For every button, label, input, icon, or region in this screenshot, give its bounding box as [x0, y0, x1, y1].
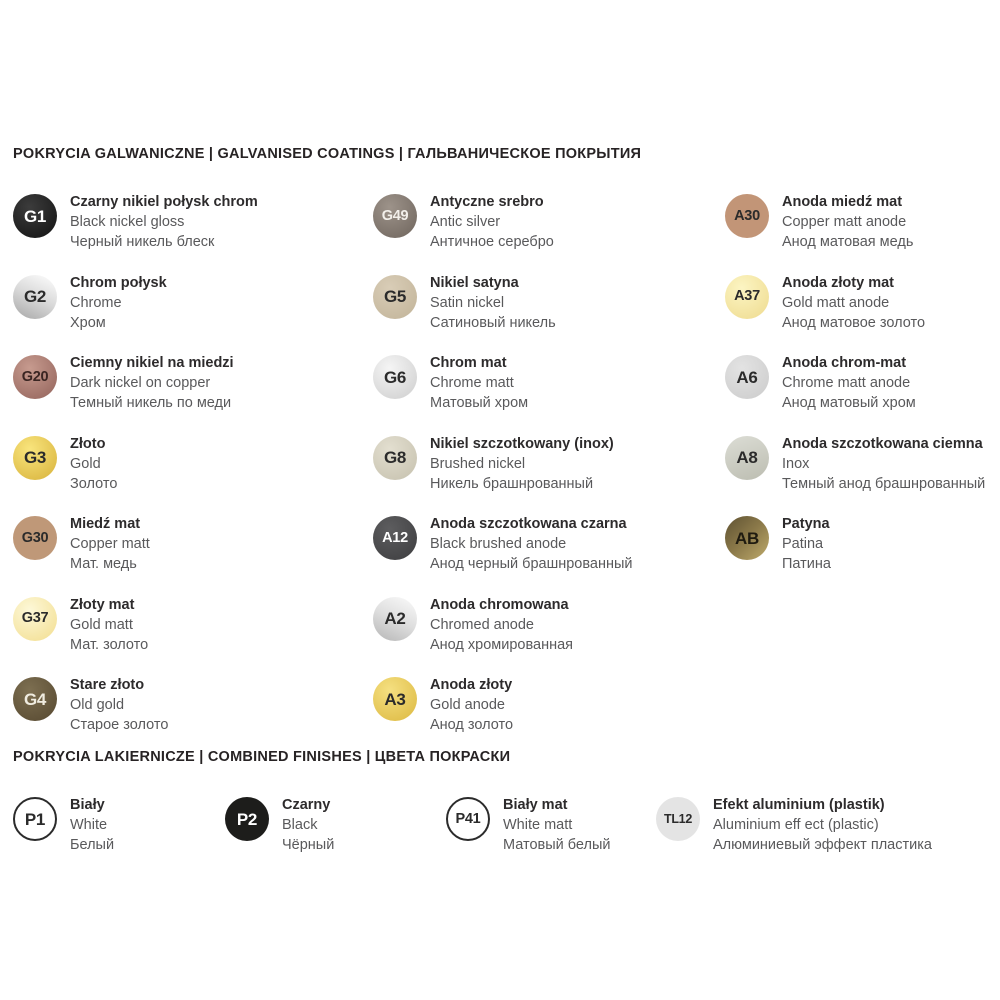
coating-name-pl: Czarny: [282, 797, 331, 813]
coating-name-en: Gold: [70, 455, 101, 472]
coating-name-pl: Chrom połysk: [70, 274, 167, 291]
coating-item: [13, 192, 258, 252]
coating-name-ru: Никель брашнрованный: [430, 475, 594, 492]
swatch-circle-G20: [13, 355, 57, 399]
swatch-circle-P2: [225, 797, 269, 841]
coating-name-ru: Анод черный брашнрованный: [430, 556, 633, 572]
swatch-circle-G4: [13, 677, 57, 721]
swatch-code-label: G8: [383, 448, 407, 467]
coating-name-pl: Biały mat: [503, 797, 568, 813]
coating-item: [725, 273, 985, 333]
coating-name-ru: Белый: [70, 837, 115, 853]
coating-name-en: Old gold: [70, 697, 125, 713]
coating-name-en: White matt: [503, 817, 573, 833]
coating-name-en: Gold matt anode: [782, 294, 890, 311]
coating-name-ru: Сатиновый никель: [430, 314, 556, 331]
galvanic-section-title: POKRYCIA GALWANICZNE | GALVANISED COATINGS | ГАЛЬВАНИЧЕСКОЕ ПОКРЫТИЯ: [13, 146, 642, 162]
swatch-circle-G37: [13, 597, 57, 641]
swatch-circle-A3: [373, 677, 417, 721]
galvanic-column-2: [373, 192, 633, 735]
coating-name-pl: Miedź mat: [70, 516, 141, 532]
coating-name-pl: Patyna: [782, 516, 830, 532]
swatch-circle-P1: [13, 797, 57, 841]
coating-name-en: Satin nickel: [430, 294, 505, 311]
swatch-circle-A37: [725, 275, 769, 319]
coating-name-pl: Efekt aluminium (plastik): [713, 797, 885, 813]
coating-labels: [430, 192, 554, 252]
coating-labels: [430, 595, 573, 655]
coating-name-pl: Złoty mat: [70, 596, 135, 613]
swatch-circle-G8: [373, 436, 417, 480]
coating-item: [13, 434, 258, 494]
coating-name-ru: Темный никель по меди: [70, 395, 232, 411]
swatch-circle-G6: [373, 355, 417, 399]
coating-labels: [70, 675, 168, 735]
coating-name-pl: Ciemny nikiel na miedzi: [70, 355, 234, 371]
swatch-circle-TL12: [656, 797, 700, 841]
coating-name-ru: Хром: [70, 314, 106, 331]
galvanic-column-1: [13, 192, 258, 735]
coating-labels: [70, 514, 150, 574]
coating-labels: [70, 353, 234, 413]
coating-item: [13, 595, 258, 655]
coating-name-pl: Czarny nikiel połysk chrom: [70, 194, 258, 210]
coating-name-ru: Мат. золото: [70, 636, 149, 653]
coating-name-ru: Анод матовая медь: [782, 234, 914, 250]
galvanic-column-3: [725, 192, 985, 574]
coating-labels: [713, 795, 932, 855]
coating-name-pl: Anoda chrom-mat: [782, 355, 907, 371]
coating-name-pl: Anoda szczotkowana czarna: [430, 516, 627, 532]
swatch-code-label: G5: [383, 287, 407, 306]
coating-name-ru: Золото: [70, 475, 118, 492]
coating-item: [725, 192, 985, 252]
coating-name-en: Copper matt: [70, 536, 150, 552]
coating-item: [13, 675, 258, 735]
coating-name-ru: Анод золото: [430, 717, 514, 733]
coating-labels: [503, 795, 611, 855]
coating-name-ru: Темный анод брашнрованный: [782, 475, 986, 492]
coating-item: [725, 353, 985, 413]
coating-name-en: Copper matt anode: [782, 214, 907, 230]
coating-labels: [782, 434, 985, 494]
coating-name-pl: Chrom mat: [430, 355, 507, 371]
coating-name-en: Chrome matt: [430, 375, 514, 391]
coating-name-en: White: [70, 817, 108, 833]
swatch-code-label: G1: [23, 206, 47, 226]
coating-name-pl: Anoda chromowana: [430, 596, 569, 613]
coating-name-pl: Antyczne srebro: [430, 194, 544, 210]
swatch-code-label: G4: [23, 689, 47, 709]
coating-name-en: Chromed anode: [430, 616, 534, 633]
swatch-code-label: P41: [455, 810, 481, 827]
coating-item: [373, 434, 633, 494]
swatch-code-label: A8: [736, 448, 758, 467]
coating-name-ru: Античное серебро: [430, 234, 554, 250]
coating-name-ru: Алюминиевый эффект пластика: [713, 837, 932, 853]
swatch-circle-A6: [725, 355, 769, 399]
swatch-circle-P41: [446, 797, 490, 841]
coating-labels: [430, 514, 633, 574]
swatch-circle-G5: [373, 275, 417, 319]
swatch-code-label: A3: [384, 689, 406, 709]
coating-labels: [430, 273, 556, 333]
finishes-section-title: POKRYCIA LAKIERNICZE | COMBINED FINISHES | ЦВЕТА ПОКРАСКИ: [13, 749, 511, 765]
coating-name-ru: Матовый белый: [503, 837, 611, 853]
swatch-circle-A2: [373, 597, 417, 641]
coating-name-en: Black brushed anode: [430, 536, 567, 552]
coating-name-en: Inox: [782, 455, 810, 472]
coating-name-en: Chrome matt anode: [782, 375, 911, 391]
coating-name-ru: Анод матовое золото: [782, 314, 926, 331]
coating-labels: [782, 353, 916, 413]
coating-name-ru: Чёрный: [282, 837, 335, 853]
coating-item: [13, 795, 114, 855]
coating-name-en: Patina: [782, 536, 824, 552]
coating-name-en: Dark nickel on copper: [70, 375, 211, 391]
swatch-circle-A30: [725, 194, 769, 238]
coating-name-en: Black nickel gloss: [70, 214, 185, 230]
coating-item: [13, 273, 258, 333]
coating-name-en: Gold anode: [430, 697, 505, 713]
swatch-circle-A12: [373, 516, 417, 560]
coating-labels: [430, 675, 513, 735]
swatch-code-label: G3: [23, 448, 47, 467]
coating-name-en: Black: [282, 817, 318, 833]
coating-item: [373, 353, 633, 413]
swatch-code-label: G30: [21, 529, 49, 546]
swatch-circle-AB: [725, 516, 769, 560]
coating-item: [446, 795, 611, 855]
coating-name-ru: Черный никель блеск: [70, 234, 215, 250]
swatch-code-label: A37: [734, 288, 760, 305]
coating-item: [373, 192, 633, 252]
swatch-code-label: G2: [23, 287, 47, 306]
coating-item: [373, 514, 633, 574]
swatch-code-label: A6: [736, 367, 758, 387]
coating-labels: [782, 273, 925, 333]
coating-item: [225, 795, 334, 855]
swatch-code-label: G49: [381, 207, 409, 224]
swatch-circle-A8: [725, 436, 769, 480]
coating-labels: [70, 273, 167, 333]
coating-name-pl: Anoda miedź mat: [782, 194, 903, 210]
coating-labels: [70, 434, 117, 494]
swatch-code-label: A30: [734, 207, 760, 224]
coating-name-pl: Anoda szczotkowana ciemna: [782, 435, 983, 452]
coating-item: [725, 514, 985, 574]
swatch-code-label: P2: [236, 809, 258, 829]
coating-name-pl: Nikiel satyna: [430, 274, 519, 291]
swatch-code-label: P1: [24, 809, 46, 829]
swatch-code-label: G37: [21, 610, 49, 627]
coating-item: [373, 675, 633, 735]
coating-labels: [430, 353, 528, 413]
coating-name-pl: Biały: [70, 797, 105, 813]
coating-name-en: Antic silver: [430, 214, 501, 230]
coating-name-en: Aluminium eff ect (plastic): [713, 817, 879, 833]
coating-item: [373, 595, 633, 655]
swatch-code-label: TL12: [664, 811, 692, 826]
coating-item: [13, 514, 258, 574]
coating-labels: [70, 192, 258, 252]
coating-labels: [70, 595, 148, 655]
coating-labels: [282, 795, 334, 855]
coating-name-en: Brushed nickel: [430, 455, 526, 472]
coating-name-pl: Anoda złoty: [430, 677, 513, 693]
coating-name-en: Gold matt: [70, 616, 133, 633]
swatch-code-label: A12: [382, 529, 408, 546]
finishes-row: [0, 795, 1000, 875]
coating-item: [656, 795, 932, 855]
coating-labels: [430, 434, 614, 494]
coating-name-pl: Anoda złoty mat: [782, 274, 894, 291]
swatch-code-label: A2: [384, 609, 406, 628]
coating-name-ru: Патина: [782, 556, 831, 572]
coating-labels: [70, 795, 114, 855]
swatch-circle-G3: [13, 436, 57, 480]
coating-item: [13, 353, 258, 413]
coating-labels: [782, 514, 831, 574]
coating-item: [373, 273, 633, 333]
swatch-code-label: G20: [21, 368, 49, 385]
coating-name-pl: Stare złoto: [70, 677, 145, 693]
coating-name-en: Chrome: [70, 294, 122, 311]
swatch-code-label: G6: [383, 367, 407, 387]
coating-name-ru: Мат. медь: [70, 556, 137, 572]
coating-name-ru: Анод матовый хром: [782, 395, 916, 411]
coating-labels: [782, 192, 913, 252]
coating-name-pl: Nikiel szczotkowany (inox): [430, 435, 614, 452]
coating-name-ru: Матовый хром: [430, 395, 529, 411]
swatch-circle-G30: [13, 516, 57, 560]
swatch-circle-G1: [13, 194, 57, 238]
swatch-circle-G2: [13, 275, 57, 319]
coating-name-ru: Старое золото: [70, 717, 169, 733]
swatch-circle-G49: [373, 194, 417, 238]
swatch-code-label: AB: [735, 528, 759, 548]
coating-name-pl: Złoto: [70, 435, 106, 452]
coating-item: [725, 434, 985, 494]
coating-name-ru: Анод хромированная: [430, 636, 574, 653]
